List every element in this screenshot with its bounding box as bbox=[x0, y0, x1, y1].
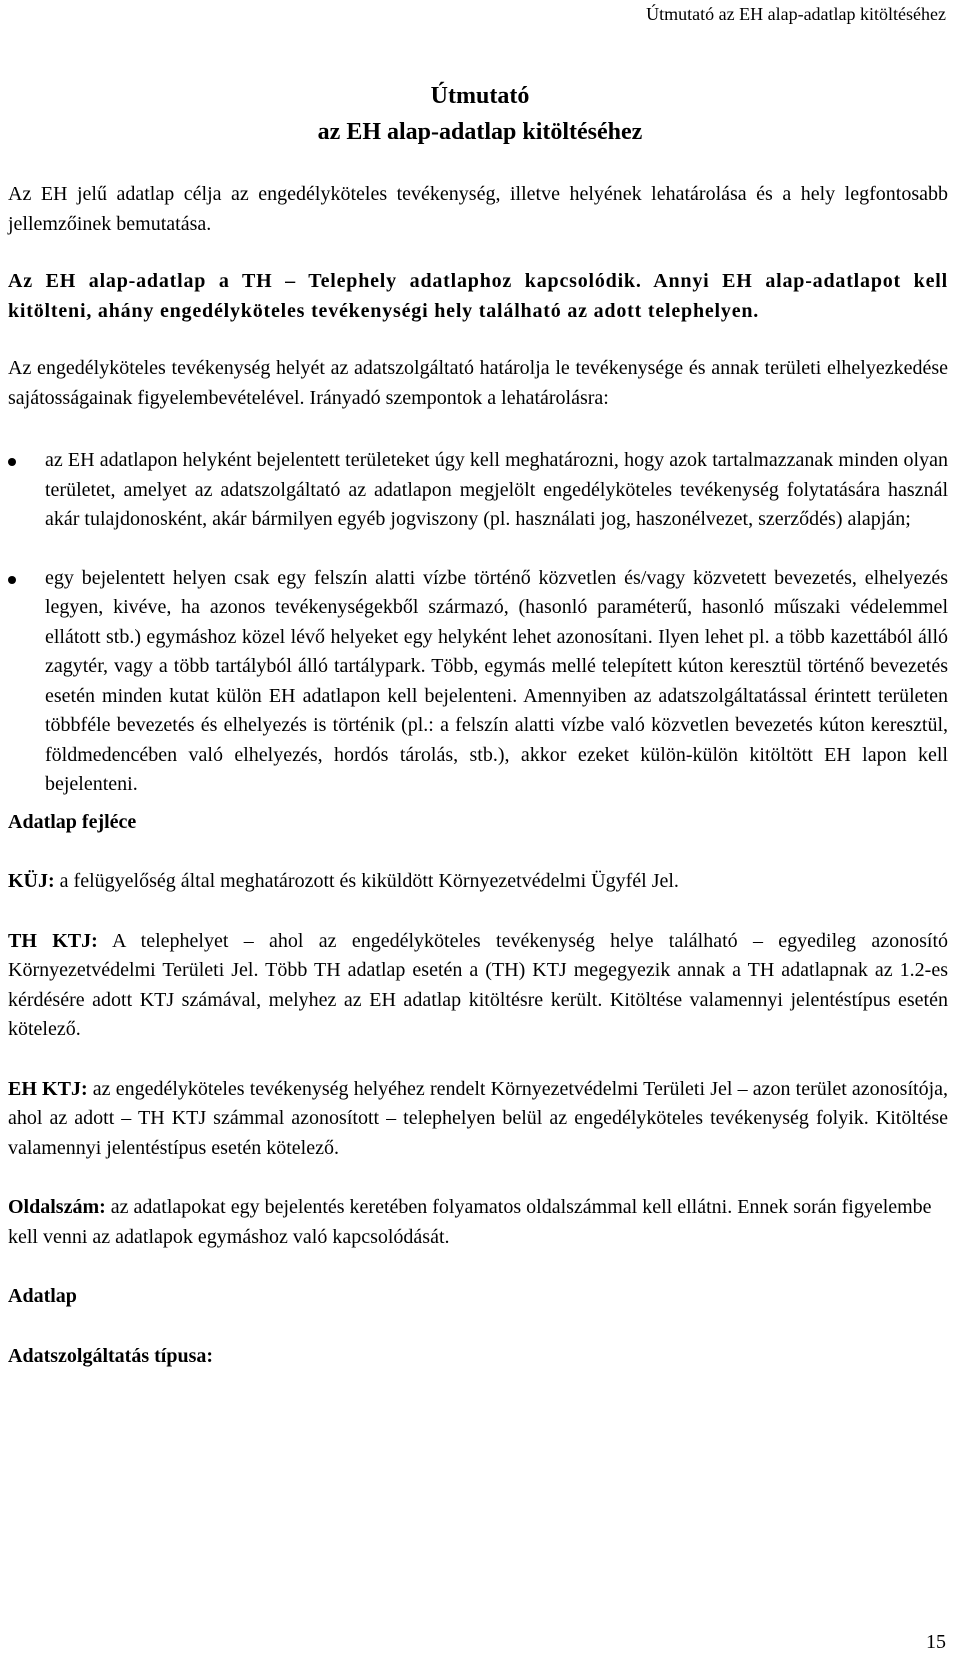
list-item-text: egy bejelentett helyen csak egy felszín alatti vízbe történő közvetlen és/vagy közvetett bevezetés, elhelyezés legyen, kivéve, ha azonos tevékenységekből származó, (hasonló paraméterű, hasonló műszaki védelemmel ellátott stb.) egymáshoz közel lévő helyeket egy helyként lehet azonosítani. Ilyen lehet pl. a több kazettából álló zagytér, vagy a több tartályból álló tartálypark. Több, egymás mellé telepített kúton keresztül történő bevezetés esetén minden kutat külön EH adatlapon kell bejelenteni. Amennyiben az adatszolgáltatással érintett területen többféle bevezetés és elhelyezés is történik (pl.: a felszín alatti vízbe való közvetlen bevezetés kúton keresztül, földmedencében való elhelyezés, hordós tárolás, stb.), akkor ezeket külön-külön kitöltött EH lapon kell bejelenteni. bbox=[45, 566, 948, 795]
delimitation-paragraph: Az engedélyköteles tevékenység helyét az adatszolgáltató határolja le tevékenysége és annak területi elhelyezkedése sajátosságainak figyelembevételével. Irányadó szempontok a lehatárolásra: bbox=[8, 357, 948, 409]
kuj-label: KÜJ: bbox=[8, 870, 55, 892]
th-ktj-label: TH KTJ: bbox=[8, 929, 98, 952]
kuj-paragraph bbox=[8, 867, 948, 897]
list-item-text: az EH adatlapon helyként bejelentett területeket úgy kell meghatározni, hogy azok tartalmazzanak minden olyan területet, amelyet az adatszolgáltató az adatlapon megjelölt engedélyköteles tevékenység folytatására használ akár tulajdonosként, akár bármilyen egyéb jogviszony (pl. használati jog, haszonélvezet, szerződés) alapján; bbox=[45, 449, 948, 530]
title-block bbox=[0, 78, 960, 150]
eh-ktj-paragraph bbox=[8, 1075, 948, 1164]
list-item bbox=[8, 446, 948, 535]
running-header: Útmutató az EH alap-adatlap kitöltéséhez bbox=[646, 4, 946, 24]
document-body bbox=[8, 180, 948, 1371]
bullet-icon bbox=[8, 458, 16, 466]
eh-ktj-text: az engedélyköteles tevékenység helyéhez rendelt Környezetvédelmi Területi Jel – azon terület azonosítója, ahol az adott – TH KTJ számmal azonosított – telephelyen belül az engedélyköteles tevékenység folyik. Kitöltése valamennyi jelentéstípus esetén kötelező. bbox=[8, 1077, 948, 1159]
th-ktj-text: A telephelyet – ahol az engedélyköteles tevékenység helye található – egyedileg azonosító Környezetvédelmi Területi Jel. Több TH adatlap esetén a (TH) KTJ megegyezik annak a TH adatlapnak az 1.2-es kérdésére adott KTJ számával, melyhez az EH adatlap kitöltésre került. Kitöltése valamennyi jelentéstípus esetén kötelező. bbox=[8, 929, 949, 1040]
section-heading-adatlap: Adatlap bbox=[8, 1285, 77, 1307]
document-title: Útmutató bbox=[430, 83, 530, 109]
document-subtitle: az EH alap-adatlap kitöltéséhez bbox=[317, 119, 643, 145]
intro-paragraph: Az EH jelű adatlap célja az engedélyköteles tevékenység, illetve helyének lehatárolása és a hely legfontosabb jellemzőinek bemutatása. bbox=[8, 183, 948, 235]
bold-note-paragraph: Az EH alap-adatlap a TH – Telephely adatlaphoz kapcsolódik. Annyi EH alap-adatlapot kell kitölteni, ahány engedélyköteles tevékenységi hely található az adott telephelyen. bbox=[8, 270, 948, 322]
section-heading-header: Adatlap fejléce bbox=[8, 810, 137, 833]
page-number: 15 bbox=[926, 1631, 946, 1653]
oldalszam-label: Oldalszám: bbox=[8, 1196, 106, 1218]
list-item bbox=[8, 564, 948, 800]
th-ktj-paragraph bbox=[8, 927, 948, 1045]
bullet-icon bbox=[8, 576, 16, 584]
criteria-list bbox=[8, 446, 948, 800]
oldalszam-paragraph bbox=[8, 1193, 948, 1252]
oldalszam-text: az adatlapokat egy bejelentés keretében folyamatos oldalszámmal kell ellátni. Ennek során figyelembe kell venni az adatlapok egymáshoz való kapcsolódását. bbox=[8, 1196, 932, 1248]
section-heading-type: Adatszolgáltatás típusa: bbox=[8, 1344, 214, 1367]
kuj-text: a felügyelőség által meghatározott és kiküldött Környezetvédelmi Ügyfél Jel. bbox=[54, 870, 679, 892]
eh-ktj-label: EH KTJ: bbox=[8, 1077, 88, 1100]
